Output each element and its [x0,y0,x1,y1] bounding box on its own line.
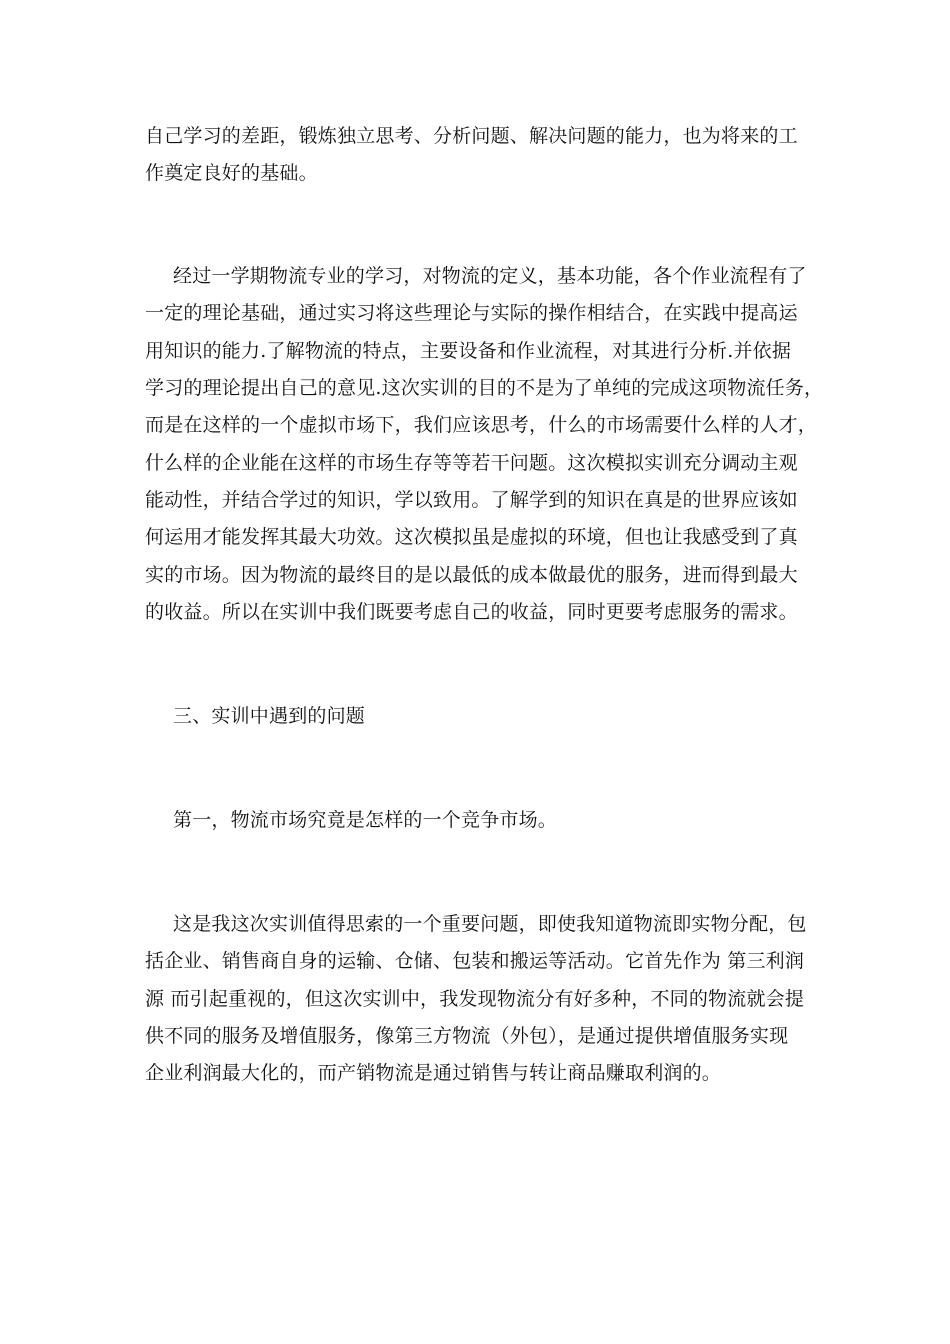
para3-line-3: 源 而引起重视的，但这次实训中，我发现物流分有好多种，不同的物流就会提 [145,988,805,1010]
para1-line-2: 作奠定良好的基础。 [145,162,318,184]
para3-line-4: 供不同的服务及增值服务，像第三方物流（外包），是通过提供增值服务实现 [145,1025,789,1047]
para2-line-4: 学习的理论提出自己的意见.这次实训的目的不是为了单纯的完成这项物流任务， [145,377,824,399]
para2-line-10: 的收益。所以在实训中我们既要考虑自己的收益，同时更要考虑服务的需求。 [145,601,798,623]
para2-line-5: 而是在这样的一个虚拟市场下，我们应该思考，什么的市场需要什么样的人才， [145,414,818,436]
para2-line-2: 一定的理论基础，通过实习将这些理论与实际的操作相结合，在实践中提高运 [145,302,798,324]
para2-line-3: 用知识的能力.了解物流的特点，主要设备和作业流程，对其进行分析.并依据 [145,340,792,362]
para2-line-9: 实的市场。因为物流的最终目的是以最低的成本做最优的服务，进而得到最大 [145,564,798,586]
para2-line-1: 经过一学期物流专业的学习，对物流的定义，基本功能，各个作业流程有了 [173,265,807,287]
para2-line-6: 什么样的企业能在这样的市场生存等等若干问题。这次模拟实训充分调动主观 [145,452,798,474]
para3-line-2: 括企业、销售商自身的运输、仓储、包装和搬运等活动。它首先作为 第三利润 [145,950,805,972]
section-heading-3: 三、实训中遇到的问题 [173,705,366,727]
point-1: 第一，物流市场究竟是怎样的一个竞争市场。 [173,809,558,831]
para1-line-1: 自己学习的差距，锻炼独立思考、分析问题、解决问题的能力，也为将来的工 [145,125,798,147]
para2-line-8: 何运用才能发挥其最大功效。这次模拟虽是虚拟的环境，但也让我感受到了真 [145,526,798,548]
para2-line-7: 能动性，并结合学过的知识，学以致用。了解学到的知识在真是的世界应该如 [145,489,798,511]
para3-line-1: 这是我这次实训值得思索的一个重要问题，即使我知道物流即实物分配，包 [173,913,807,935]
para3-line-5: 企业利润最大化的，而产销物流是通过销售与转让商品赚取利润的。 [145,1062,722,1084]
